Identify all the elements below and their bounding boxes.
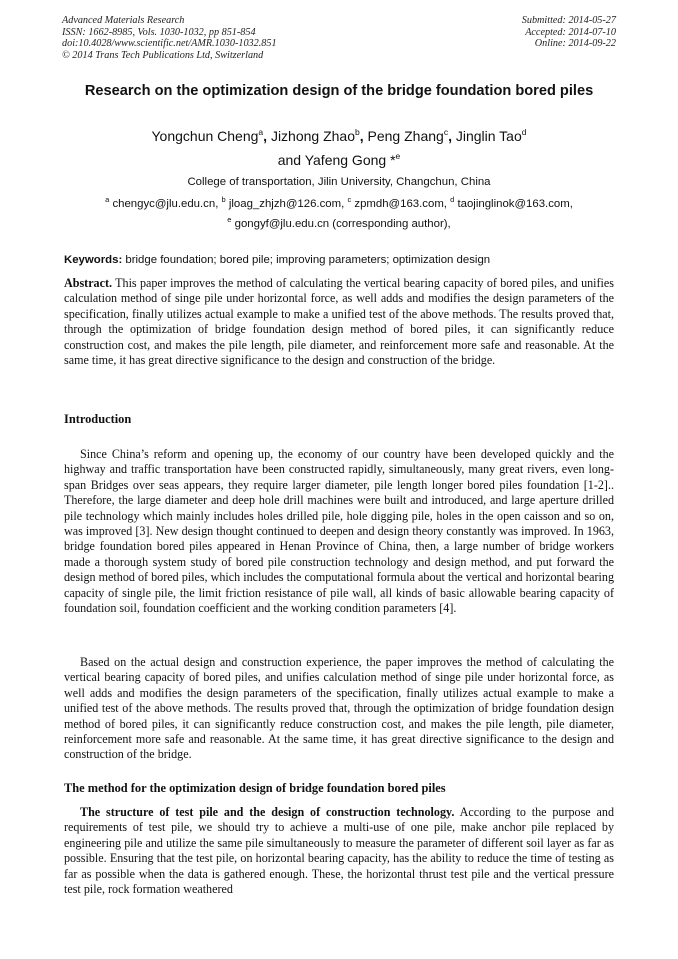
author-line-2 bbox=[62, 148, 616, 172]
abstract-label: Abstract. bbox=[64, 276, 113, 290]
submitted-date: Submitted: 2014-05-27 bbox=[521, 15, 616, 26]
author-line-1: Yongchun Cheng$^a$, Jizhong Zhao$^b$, Peng Zhang$^c$, Jinglin Tao$^d$ bbox=[151, 127, 527, 144]
method-paragraph-1 bbox=[64, 805, 614, 897]
intro-paragraph-1: Since China’s reform and opening up, the economy of our country have been developed quickly and the highway and traffic transportation have been constructed rapidly, simultaneously, many great rivers, even long-span Bridges over seas appears, they require larger diameter, pile length longer bored piles foundation [1-2].. Therefore, the large diameter and deep hole drill machines were built and introduced, and large aperture drilled pile technology which mainly includes holes drilled pile, hole digging pile, holes in the open caisson and so on, was improved [3]. New design thought continued to deepen and design theory constantly was improved. In 1963, bridge foundation bored piles appeared in Henan Province of China, then, a large number of bridge workers made a thorough system study of bored pile construction technology and design method, and put forward the design method of bored piles, which includes the computational formula about the vertical and horizontal bearing capacity of single pile, the limit friction resistance of pile wall, all kinds of basic allowable bearing capacity of foundation soil, foundation coefficient and the working condition parameters [4]. bbox=[64, 447, 614, 616]
method-text: According to the purpose and requirements of test pile, we should try to achieve a multi-use of one pile, make anchor pile replaced by engineering pile and utilize the same pile simultaneously to measure the parameter of different soil layer as far as possible. Ensuring that the test pile, on horizontal bearing capacity, has the ability to reduce the time of testing as far as possible when the data is gathered enough. These, the horizontal thrust test pile and the vertical pressure test pile, rock formation weathered bbox=[64, 805, 614, 897]
keywords-label: Keywords: bbox=[64, 254, 123, 266]
journal-info bbox=[62, 15, 277, 61]
copyright-line: © 2014 Trans Tech Publications Ltd, Switzerland bbox=[62, 49, 264, 61]
method-lead: The structure of test pile and the design of construction technology. bbox=[80, 805, 455, 819]
date-info bbox=[522, 15, 616, 50]
accepted-date: Accepted: 2014-07-10 bbox=[525, 26, 616, 38]
keywords bbox=[64, 253, 616, 267]
abstract-text: This paper improves the method of calculating the vertical bearing capacity of bored piles, and unifies calculation method of singe pile under horizontal force, as well adds and modifies the design parameters of the specification, finally utilizes actual example to make a unified test of the above methods. The results proved that, through the optimization of bridge foundation design method of bored piles, it can significantly reduce construction cost, and makes the pile length, pile diameter, and reinforcement more safe and reasonable. At the same time, it has great directive significance to the design and construction of the bridge. bbox=[64, 276, 614, 368]
author-mark: b bbox=[355, 127, 360, 137]
author-mark: d bbox=[521, 127, 527, 137]
email-b: jloag_zhjzh@126.com, bbox=[225, 198, 348, 210]
author-name: Jizhong Zhao bbox=[270, 128, 355, 144]
journal-name: Advanced Materials Research bbox=[62, 15, 185, 26]
section-heading-introduction: Introduction bbox=[64, 412, 132, 426]
author-mark: e bbox=[395, 151, 401, 161]
author-mark: a bbox=[258, 127, 264, 137]
intro-paragraph-2: Based on the actual design and construction experience, the paper improves the method of calculating the vertical bearing capacity of bored piles, and unifies calculation method of singe pile under horizontal force, as well adds and modifies the design parameters of the specification, finally utilizes actual example to make a unified test of the above methods. The results proved that, through the optimization of bridge foundation design method of bored piles, it can significantly reduce construction cost, and makes the pile length, pile diameter, reinforcement more safe and reasonable. At the same time, it has great directive significance to the design and construction of the bridge. bbox=[64, 655, 614, 762]
section-heading-method: The method for the optimization design of bridge foundation bored piles bbox=[64, 781, 446, 795]
email-list: $^a$ chengyc@jlu.edu.cn, $^b$ jloag_zhjzh@126.com, $^c$ zpmdh@163.com, $^d$ taojinglinok@163.com, $^e$ gongyf@jlu.edu.cn (corresponding author), bbox=[105, 195, 573, 230]
author-mark: c bbox=[443, 127, 449, 137]
affiliation: College of transportation, Jilin University, Changchun, China bbox=[187, 176, 491, 188]
author-name: and Yafeng Gong * bbox=[277, 152, 396, 168]
email-d: taojinglinok@163.com, bbox=[454, 198, 573, 210]
online-date: Online: 2014-09-22 bbox=[534, 38, 616, 50]
author-name: Yongchun Cheng bbox=[151, 128, 259, 144]
author-name: Jinglin Tao bbox=[455, 128, 522, 144]
paper-title: Research on the optimization design of the bridge foundation bored piles bbox=[84, 83, 594, 99]
email-e: gongyf@jlu.edu.cn (corresponding author), bbox=[231, 218, 451, 230]
email-a: chengyc@jlu.edu.cn, bbox=[109, 198, 222, 210]
author-name: Peng Zhang bbox=[367, 128, 444, 144]
keywords-text: bridge foundation; bored pile; improving parameters; optimization design bbox=[122, 254, 491, 266]
email-c: zpmdh@163.com, bbox=[351, 198, 451, 210]
author-list bbox=[62, 124, 616, 172]
doi-line: doi:10.4028/www.scientific.net/AMR.1030-1032.851 bbox=[62, 38, 277, 50]
abstract bbox=[64, 276, 614, 368]
issn-line: ISSN: 1662-8985, Vols. 1030-1032, pp 851-854 bbox=[62, 26, 256, 38]
